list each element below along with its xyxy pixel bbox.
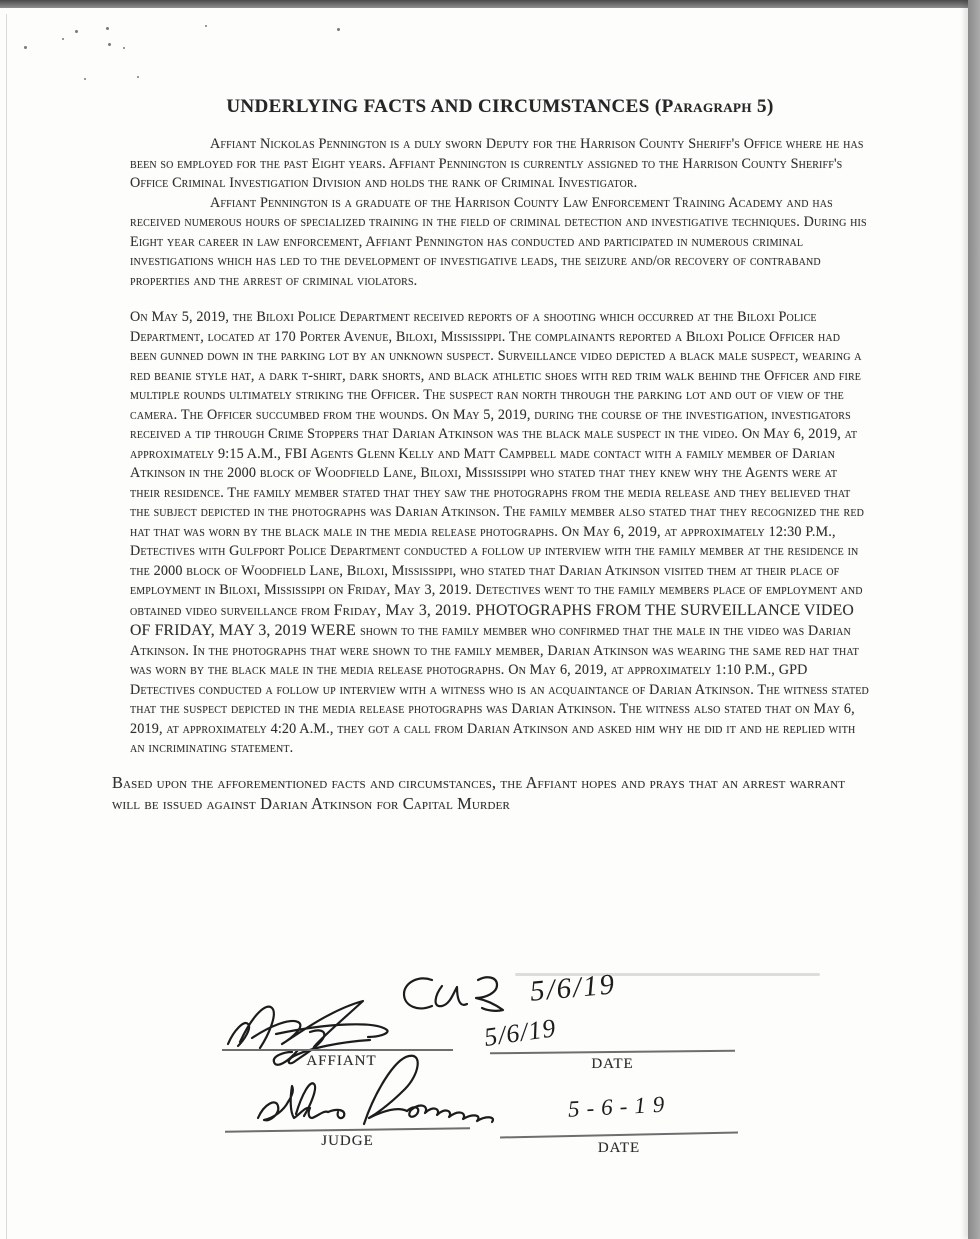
signature-stroke: [258, 1086, 328, 1120]
judge-date-label: DATE: [597, 1140, 641, 1156]
affiant-date-label: DATE: [591, 1056, 634, 1072]
paragraph-affiant-background-2: Affiant Pennington is a graduate of the Harrison County Law Enforcement Training Academy and has received numerous hours of specialized training in the field of criminal detection and investigative techniques. During his Eight year career in law enforcement, Affiant Pennington has conducted and participated in numerous criminal investigations which has led to the development of investigative leads, the seizure and/or recovery of contraband properties and the arrest of criminal violators.: [130, 194, 867, 289]
affiant-label: AFFIANT: [306, 1053, 377, 1069]
signature-stroke: [296, 1083, 315, 1116]
investigation-text-post: shown to the family member who confirmed that the male in the video was Darian Atkinson. In the photographs that were shown to the family member, Darian Atkinson was wearing the same red hat that was worn by the black male in the media release photographs. On May 6, 2019, at approximately 1:10 P.M., GPD Detectives conducted a follow up interview with a witness who is an acquaintance of Darian Atkinson. The witness stated that the suspect depicted in the media release photographs was Darian Atkinson. The witness also stated that on May 6, 2019, at approximately 4:20 A.M., they got a call from Darian Atkinson and asked him why he did it and he replied with an incriminating statement.: [130, 623, 869, 756]
judge-date-line: [500, 1132, 738, 1139]
signature-stroke: [476, 977, 503, 1011]
annotation-date-handwriting: 5/6/19: [528, 968, 618, 1008]
affiant-date-line: [490, 1050, 735, 1054]
closing-statement: Based upon the afforementioned facts and circumstances, the Affiant hopes and prays that an arrest warrant will be issued against Darian Atkinson for Capital Murder: [112, 772, 846, 813]
paragraph-affiant-background-1: Affiant Nickolas Pennington is a duly sworn Deputy for the Harrison County Sheriff's Office where he has been so employed for the past Eight years. Affiant Pennington is currently assigned to the Harrison County Sheriff's Office Criminal Investigation Division and holds the rank of Criminal Investigator.: [130, 136, 864, 191]
affiant-signature-line: [222, 1049, 453, 1051]
investigation-text-emphasis: Friday, May 3, 2019. PHOTOGRAPHS FROM THE SURVEILLANCE VIDEO OF FRIDAY, MAY 3, 2019 WERE: [130, 601, 854, 639]
investigation-text-pre: On May 5, 2019, the Biloxi Police Department received reports of a shooting which occurred at the Biloxi Police Department, located at 170 Porter Avenue, Biloxi, Mississippi. The complainants reported a Biloxi Police Officer had been gunned down in the parking lot by an unknown suspect. Surveillance video depicted a black male suspect, wearing a red beanie style hat, a dark t-shirt, dark shorts, and black athletic shoes with red trim walk behind the Officer and fire multiple rounds ultimately striking the Officer. The suspect ran north through the parking lot and out of view of the camera. The Officer succumbed from the wounds. On May 5, 2019, during the course of the investigation, investigators received a tip through Crime Stoppers that Darian Atkinson was the black male suspect in the video. On May 6, 2019, at approximately 9:15 A.M., FBI Agents Glenn Kelly and Matt Campbell made contact with a family member of Darian Atkinson in the 2000 block of Woodfield Lane, Biloxi, Mississippi who stated that they knew why the Agents were at their residence. The family member stated that they saw the photographs from the media release and they believed that the subject depicted in the photographs was Darian Atkinson. The family member also stated that they recognized the red hat that was worn by the black male in the media release photographs. On May 6, 2019, at approximately 12:30 P.M., Detectives with Gulfport Police Department conducted a follow up interview with the family member at the residence in the 2000 block of Woodfield Lane, Biloxi, Mississippi, who stated that Darian Atkinson visited them at their place of employment in Biloxi, Mississippi on Friday, May 3, 2019. Detectives went to the family members place of employment and obtained video surveillance from: [130, 309, 864, 619]
judge-signature: [246, 1052, 508, 1136]
judge-date-handwriting: 5-6-19: [567, 1091, 672, 1122]
page-title: UNDERLYING FACTS AND CIRCUMSTANCES (Paragraph 5): [226, 96, 774, 117]
signature-stroke: [407, 1106, 493, 1122]
signature-stroke: [228, 1023, 249, 1046]
judge-label: JUDGE: [321, 1133, 374, 1149]
affiant-date-handwriting: 5/6/19: [482, 1013, 559, 1052]
signature-stroke: [328, 1110, 344, 1118]
